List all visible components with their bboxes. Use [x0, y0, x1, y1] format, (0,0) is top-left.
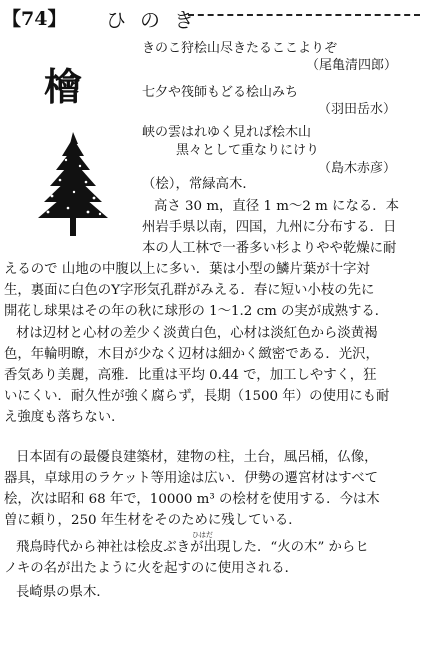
furigana-ruby: ひはだ	[192, 531, 213, 539]
entry-header	[2, 4, 425, 32]
body-line: えるので 山地の中腹以上に多い．葉は小型の鱗片葉が十字対	[4, 262, 370, 277]
body-line: 材は辺材と心材の差少く淡黄白色，心材は淡紅色から淡黄褐	[16, 326, 378, 341]
poem-author: （尾亀清四郎）	[306, 58, 398, 73]
body-line: 州岩手県以南，四国，九州に分布する．日	[142, 220, 397, 235]
body-line: 曽に頼り，250 年生材をそのために残している．	[4, 513, 302, 528]
body-line: 高さ 30 m，直径 1 m〜2 m になる．本	[154, 199, 400, 214]
body-line: 飛鳥時代から神社は桧皮ぶきが出現した．“火の木” からヒ	[16, 540, 369, 555]
cypress-tree-icon	[30, 130, 116, 240]
body-line: え強度も落ちない．	[4, 410, 125, 425]
body-line: 日本固有の最優良建築材，建物の柱，土台，風呂桶，仏像，	[16, 450, 378, 465]
poem-verse: きのこ狩桧山尽きたるここよりぞ	[142, 41, 338, 56]
poem-verse: 七夕や筏師もどる桧山みち	[142, 85, 299, 100]
body-line: 桧，次は昭和 68 年で，10000 m³ の桧材を使用する．今は木	[4, 492, 380, 507]
body-line: 開花し球果はその年の秋に球形の 1〜1.2 cm の実が成熟する．	[4, 304, 389, 319]
body-line: 長崎県の県木．	[16, 585, 110, 600]
entry-kanji: 檜	[44, 64, 83, 109]
body-line: 生，裏面に白色のY字形気孔群がみえる．春に短い小枝の先に	[4, 283, 375, 298]
poem-verse: 峡の雲はれゆく見れば桧木山	[142, 125, 312, 140]
body-line: （桧），常緑高木．	[142, 177, 256, 192]
body-line: 本の人工林で一番多い杉よりやや乾燥に耐	[142, 241, 397, 256]
poem-author: （羽田岳水）	[318, 102, 397, 117]
entry-word: ひのき	[106, 8, 208, 32]
poem-author: （島木赤彦）	[318, 161, 397, 176]
body-line: 色，年輪明瞭，木目が少なく辺材は細かく緻密である．光沢，	[4, 347, 379, 362]
body-line: ノキの名が出たように火を起すのに使用される．	[4, 561, 299, 576]
body-line: 香気あり美麗，高雅．比重は平均 0.44 で，加工しやすく，狂	[4, 368, 377, 383]
entry-number: 【74】	[2, 8, 67, 30]
poem-verse-continued: 黒々として重なりにけり	[176, 143, 320, 158]
body-line: 器具，卓球用のラケット等用途は広い．伊勢の遷宮材はすべて	[4, 471, 378, 486]
body-line: いにくい．耐久性が強く腐らず，長期（1500 年）の使用にも耐	[4, 389, 390, 404]
header-dashed-rule	[188, 14, 420, 16]
